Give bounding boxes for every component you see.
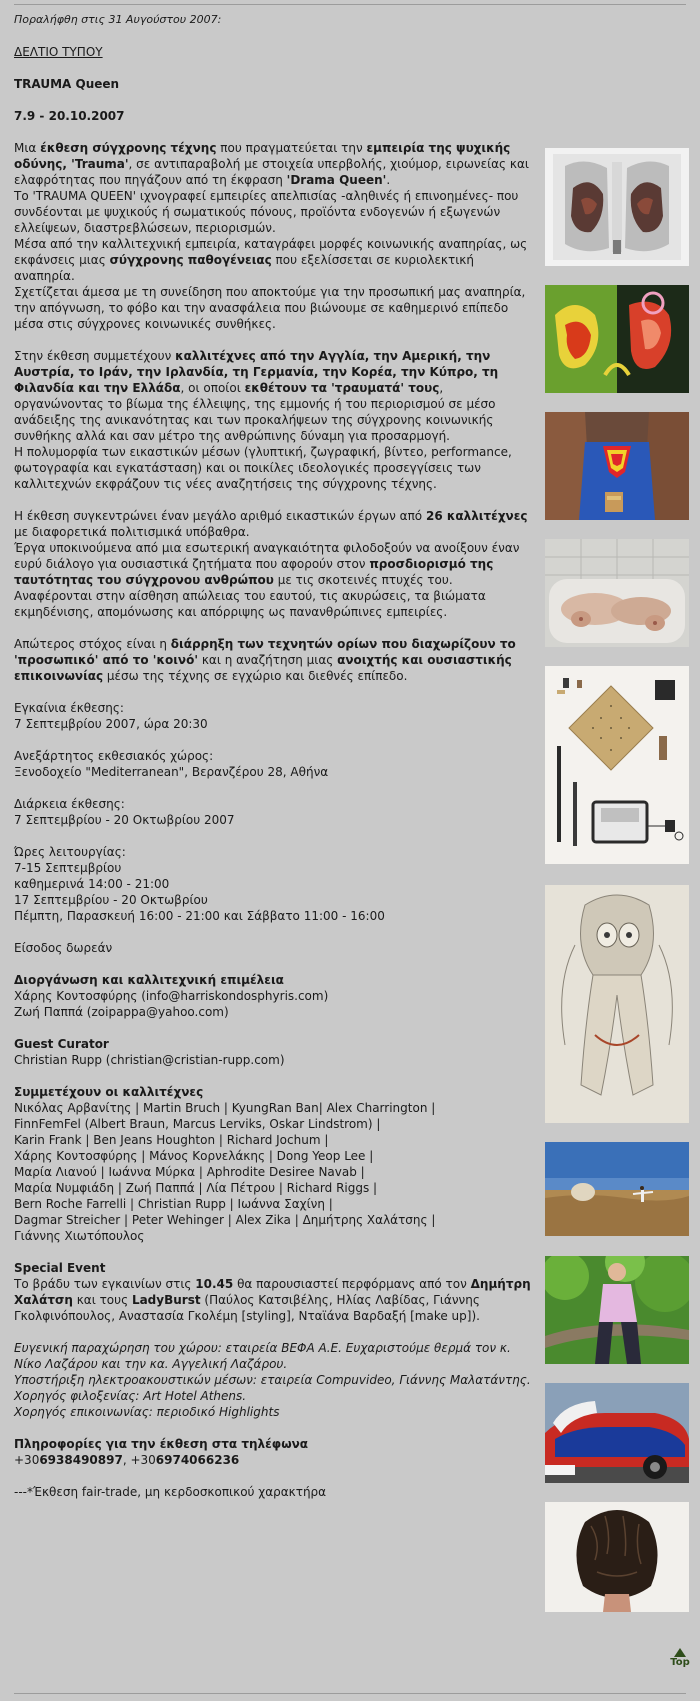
- bold-text: Δημήτρη Χαλάτση: [14, 1277, 531, 1307]
- text-run: Μέσα από την καλλιτεχνική εμπειρία, καταγράφει μορφές κοινωνικής αναπηρίας, ως εκφάνσεις μιας: [14, 237, 528, 267]
- text-run: Η έκθεση συγκεντρώνει έναν μεγάλο αριθμό εικαστικών έργων από: [14, 509, 426, 523]
- press-release-heading: ΔΕΛΤΙΟ ΤΥΠΟΥ: [14, 45, 103, 59]
- duration-label: Διάρκεια έκθεσης:: [14, 797, 125, 811]
- participants-paragraph-2: Η πολυμορφία των εικαστικών μέσων (γλυπτική, ζωγραφική, βίντεο, performance, φωτογραφία και εγκατάσταση) και οι ποικίλες ιδεολογικές προσεγγίσεις των καλλιτεχνών εκφράζουν τις νέες αναζητήσεις της σύγχρονης τέχνης.: [14, 445, 512, 491]
- text-run: (Παύλος Κατσιβέλης, Ηλίας Λαβίδας, Γιάννης Γκολφινόπουλος, Αναστασία Γκολέμη [styling], Νταϊάνα Βαρδαξή [make up]).: [14, 1293, 480, 1323]
- superman-shirt-image: [545, 412, 689, 520]
- artists-line: Χάρης Κοντοσφύρης | Μάνος Κορνελάκης | Dong Yeop Lee |: [14, 1149, 374, 1163]
- artists-line: FinnFemFel (Albert Braun, Marcus Lerviks, Oskar Lindstrom) |: [14, 1117, 381, 1131]
- bold-text: 26 καλλιτέχνες: [425, 509, 528, 523]
- top-rule: [14, 4, 686, 5]
- artists-heading: Συμμετέχουν οι καλλιτέχνες: [14, 1085, 204, 1099]
- press-release-content: [14, 12, 534, 1500]
- artists-line: Dagmar Streicher | Peter Wehinger | Alex Zika | Δημήτρης Χαλάτσης |: [14, 1213, 436, 1227]
- bold-text: 6974066236: [155, 1453, 240, 1467]
- retrieved-date: Ποραλήφθη στις 31 Αυγούστου 2007:: [14, 13, 222, 26]
- intro-paragraph-3: [14, 236, 534, 284]
- bold-text: 6938490897: [39, 1453, 123, 1467]
- artists-line: Μαρία Λιανού | Ιωάννα Μύρκα | Aphrodite Desiree Navab |: [14, 1165, 365, 1179]
- info-phones: [14, 1452, 534, 1468]
- text-run: Έργα υποκινούμενα από μια εσωτερική αναγκαιότητα φιλοδοξούν να ανοίξουν έναν ευρύ διάλογο για ουσιαστικά ζητήματα που αφορούν στον: [14, 541, 520, 571]
- venue-label: Ανεξάρτητος εκθεσιακός χώρος:: [14, 749, 214, 763]
- gathers-paragraph-2: [14, 540, 534, 620]
- sponsor-line: Υποστήριξη ηλεκτροακουστικών μέσων: εταιρεία Compuvideo, Γιάννης Μαλατάντης.: [14, 1373, 531, 1387]
- goal-paragraph: [14, 636, 534, 684]
- special-event-text: [14, 1276, 534, 1324]
- sponsor-line: Χορηγός φιλοξενίας: Art Hotel Athens.: [14, 1389, 247, 1403]
- back-to-top-button[interactable]: [668, 1648, 692, 1668]
- up-arrow-icon: [674, 1648, 686, 1657]
- text-run: με τις σκοτεινές πτυχές του. Αναφέρονται στην αίσθηση απώλειας του εαυτού, τις ακυρώσεις, τα βιώματα εκμηδένισης, απομόνωσης και απόρριψης ως πανανθρώπινες εμπειρίες.: [14, 573, 486, 619]
- bold-text: προσδιορισμό της ταυτότητας του σύγχρονου ανθρώπου: [14, 557, 494, 587]
- participants-paragraph-1: [14, 348, 534, 444]
- text-run: +30: [14, 1453, 40, 1467]
- organizer-1: Χάρης Κοντοσφύρης (info@harriskondosphyris.com): [14, 989, 329, 1003]
- bold-text: ανοιχτής και ουσιαστικής επικοινωνίας: [14, 653, 512, 683]
- gathers-paragraph-1: [14, 508, 534, 540]
- exhibition-dates: 7.9 - 20.10.2007: [14, 109, 125, 123]
- intro-paragraph-4: Σχετίζεται άμεσα με τη συνείδηση που αποκτούμε για την προσωπική μας αναπηρία, την απόγνωση, το φόβο και την ανασφάλεια που βιώνουμε σε καθημερινό επίπεδο μέσα στις σύγχρονες κοινωνικές συνθήκες.: [14, 285, 526, 331]
- bold-text: 'Drama Queen': [286, 173, 387, 187]
- red-flower-painting-image: [545, 285, 689, 393]
- chest-xray-image: [545, 148, 689, 266]
- venue-value: Ξενοδοχείο "Mediterranean", Βερανζέρου 28, Αθήνα: [14, 765, 329, 779]
- bottom-rule: [14, 1693, 686, 1694]
- bold-text: εμπειρία της ψυχικής οδύνης, 'Trauma': [14, 141, 511, 171]
- hours-line-4: Πέμπτη, Παρασκευή 16:00 - 21:00 και Σάββατο 11:00 - 16:00: [14, 909, 385, 923]
- text-run: , σε αντιπαραβολή με στοιχεία υπερβολής, χιούμορ, ειρωνείας και ελαφρότητας που πηγάζουν από τη έκφραση: [14, 157, 529, 187]
- footer-note: ---*Έκθεση fair-trade, μη κερδοσκοπικού χαρακτήρα: [14, 1485, 327, 1499]
- bold-text: σύγχρονης παθογένειας: [109, 253, 272, 267]
- desert-landscape-image: [545, 1142, 689, 1236]
- text-run: με διαφορετικά πολιτισμικά υπόβαθρα.: [14, 525, 250, 539]
- pencil-drawing-figures-image: [545, 885, 689, 1123]
- organization-heading: Διοργάνωση και καλλιτεχνική επιμέλεια: [14, 973, 284, 987]
- hours-line-3: 17 Σεπτεμβρίου - 20 Οκτωβρίου: [14, 893, 208, 907]
- bold-text: έκθεση σύγχρονης τέχνης: [40, 141, 217, 155]
- text-run: και τους: [72, 1293, 132, 1307]
- exhibition-title: TRAUMA Queen: [14, 77, 120, 91]
- intro-paragraph-1: [14, 140, 534, 188]
- intro-paragraph-2: Το 'TRAUMA QUEEN' ιχνογραφεί εμπειρίες απελπισίας -αληθινές ή επινοημένες- που συνδέονται με ψυχικούς ή σωματικούς πόνους, προϊόντα ενδογενών ή εξωγενών ελλείψεων, διαστρεβλώσεων, περιορισμών.: [14, 189, 519, 235]
- free-entry: Είσοδος δωρεάν: [14, 941, 113, 955]
- top-label: Top: [670, 1657, 690, 1668]
- hours-line-2: καθημερινά 14:00 - 21:00: [14, 877, 170, 891]
- hours-label: Ώρες λειτουργίας:: [14, 845, 126, 859]
- opening-label: Εγκαίνια έκθεσης:: [14, 701, 124, 715]
- diamond-installation-image: [545, 666, 689, 864]
- artists-line: Μαρία Νυμφιάδη | Ζωή Παππά | Λία Πέτρου | Richard Riggs |: [14, 1181, 378, 1195]
- sponsor-line: Χορηγός επικοινωνίας: περιοδικό Highlights: [14, 1405, 280, 1419]
- text-run: που πραγματεύεται την: [216, 141, 367, 155]
- bold-text: διάρρηξη των τεχνητών ορίων που διαχωρίζουν το 'προσωπικό' από το 'κοινό': [14, 637, 516, 667]
- artists-line: Νικόλας Αρβανίτης | Martin Bruch | KyungRan Ban| Alex Charrington |: [14, 1101, 436, 1115]
- guest-curator-heading: Guest Curator: [14, 1037, 109, 1051]
- text-run: Απώτερος στόχος είναι η: [14, 637, 171, 651]
- text-run: , +30: [122, 1453, 156, 1467]
- text-run: , οργανώνοντας το βίωμα της έλλειψης, της εμμονής ή του περιορισμού σε μέσο ανάδειξης της ανικανότητας και των προκαλήψεων της σύγχρονης κοινωνικής συνθήκης αλλά και σαν μέτρο της ανθρώπινης δύναμη για προσαρμογή.: [14, 381, 496, 443]
- text-run: Στην έκθεση συμμετέχουν: [14, 349, 176, 363]
- bold-text: καλλιτέχνες από την Αγγλία, την Αμερική, την Αυστρία, το Ιράν, την Ιρλανδία, τη Γερμανία, την Κορέα, την Κύπρο, τη Φιλανδία και την Ελλάδα: [14, 349, 499, 395]
- dark-hair-head-image: [545, 1502, 689, 1612]
- guest-curator-value: Christian Rupp (christian@cristian-rupp.com): [14, 1053, 285, 1067]
- bold-text: LadyBurst: [131, 1293, 201, 1307]
- text-run: και η αναζήτηση μιας: [198, 653, 338, 667]
- hours-line-1: 7-15 Σεπτεμβρίου: [14, 861, 122, 875]
- text-run: Μια: [14, 141, 41, 155]
- artists-line: Karin Frank | Ben Jeans Houghton | Richard Jochum |: [14, 1133, 329, 1147]
- text-run: μέσω της τέχνης σε εγχώριο και διεθνές επίπεδο.: [103, 669, 408, 683]
- organizer-2: Ζωή Παππά (zoipappa@yahoo.com): [14, 1005, 229, 1019]
- bold-text: εκθέτουν τα 'τραυματά' τους: [244, 381, 440, 395]
- text-run: .: [386, 173, 391, 187]
- text-run: Το βράδυ των εγκαινίων στις: [14, 1277, 196, 1291]
- artists-line: Bern Roche Farrelli | Christian Rupp | Ιωάννα Σαχίνη |: [14, 1197, 333, 1211]
- artists-line: Γιάννης Χιωτόπουλος: [14, 1229, 145, 1243]
- sponsor-line: Ευγενική παραχώρηση του χώρου: εταιρεία ΒΕΦΑ Α.Ε. Ευχαριστούμε θερμά τον κ. Νίκο Λαζάρου και την κα. Αγγελική Λαζάρου.: [14, 1341, 511, 1371]
- text-run: θα παρουσιαστεί περφόρμανς από τον: [233, 1277, 471, 1291]
- special-event-heading: Special Event: [14, 1261, 106, 1275]
- text-run: , οι οποίοι: [180, 381, 245, 395]
- info-heading: Πληροφορίες για την έκθεση στα τηλέφωνα: [14, 1437, 309, 1451]
- text-run: που εξελίσσεται σε κυριολεκτική αναπηρία.: [14, 253, 474, 283]
- duration-value: 7 Σεπτεμβρίου - 20 Οκτωβρίου 2007: [14, 813, 235, 827]
- tree-climber-image: [545, 1256, 689, 1364]
- artists-list: [14, 1100, 534, 1244]
- sponsors-list: [14, 1340, 534, 1420]
- red-car-image: [545, 1383, 689, 1483]
- bold-text: 10.45: [195, 1277, 234, 1291]
- bathtub-bodies-image: [545, 539, 689, 647]
- opening-value: 7 Σεπτεμβρίου 2007, ώρα 20:30: [14, 717, 208, 731]
